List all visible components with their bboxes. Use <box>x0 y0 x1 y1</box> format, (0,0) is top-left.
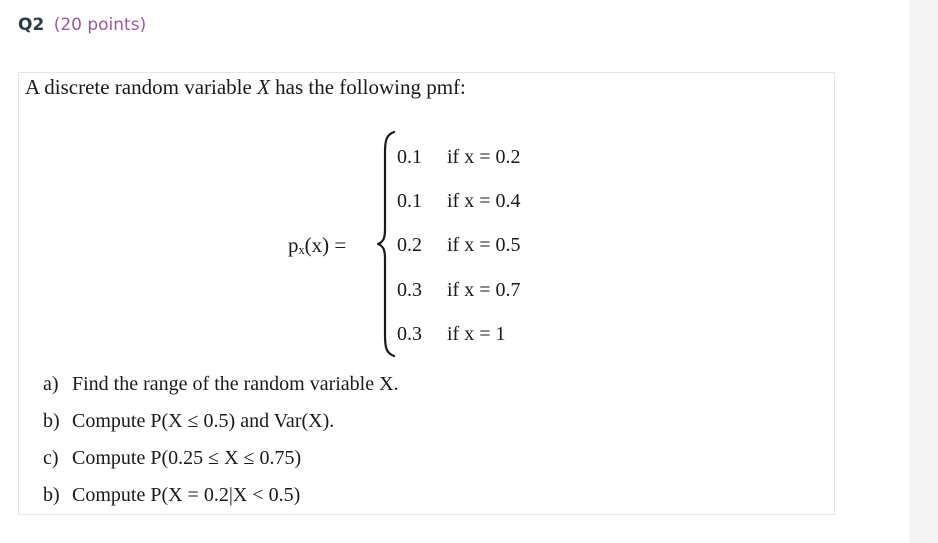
intro-tail: has the following pmf: <box>269 75 466 99</box>
pmf-lhs <box>288 232 346 258</box>
problem-part-c <box>43 446 301 470</box>
pmf-case-condition: if x = 0.7 <box>447 279 521 301</box>
pmf-case-value: 0.1 <box>397 190 422 212</box>
pmf-case-row <box>397 145 521 169</box>
pmf-case-row <box>397 322 506 346</box>
part-text: Compute P(X = 0.2|X < 0.5) <box>72 484 301 506</box>
pmf-function-label: pₓ(x) = <box>288 233 347 257</box>
pmf-case-condition: if x = 1 <box>447 323 506 345</box>
pmf-case-value: 0.3 <box>397 279 422 301</box>
pmf-case-condition: if x = 0.5 <box>447 234 521 256</box>
pmf-case-row <box>397 233 521 257</box>
pmf-case-value: 0.1 <box>397 146 422 168</box>
part-text: Compute P(0.25 ≤ X ≤ 0.75) <box>72 447 302 469</box>
problem-part-d <box>43 483 300 507</box>
question-points: (20 points) <box>53 15 147 35</box>
problem-part-b <box>43 409 334 433</box>
part-label: c) <box>43 447 59 469</box>
question-header <box>18 14 146 36</box>
part-label: a) <box>43 373 59 395</box>
problem-intro <box>25 74 466 100</box>
part-text: Find the range of the random variable X. <box>72 373 399 395</box>
pmf-case-value: 0.3 <box>397 323 422 345</box>
pmf-case-condition: if x = 0.4 <box>447 190 521 212</box>
problem-part-a <box>43 372 399 396</box>
pmf-case-condition: if x = 0.2 <box>447 146 521 168</box>
intro-text: A discrete random variable <box>25 75 258 99</box>
part-text: Compute P(X ≤ 0.5) and Var(X). <box>72 410 335 432</box>
left-brace <box>377 131 397 357</box>
part-label: b) <box>43 484 60 506</box>
question-number: Q2 <box>18 15 45 35</box>
pmf-case-row <box>397 189 521 213</box>
pmf-case-value: 0.2 <box>397 234 422 256</box>
pmf-case-row <box>397 278 521 302</box>
intro-variable: X <box>257 75 270 99</box>
right-gutter <box>909 0 938 543</box>
part-label: b) <box>43 410 60 432</box>
